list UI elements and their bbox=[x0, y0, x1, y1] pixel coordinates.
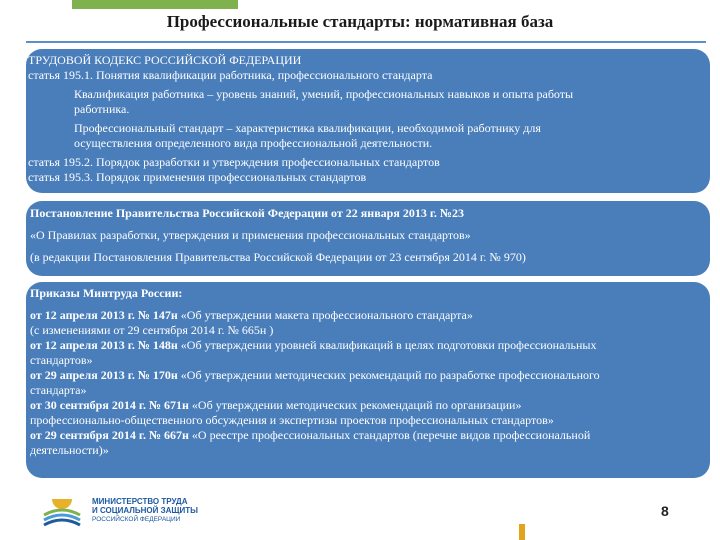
order-170n-text: «Об утверждении методических рекомендаций по разработке профессионального bbox=[177, 368, 600, 382]
order-667n-text: «О реестре профессиональных стандартов (перечне видов профессиональной bbox=[188, 428, 591, 442]
qualification-definition-line1: Квалификация работника – уровень знаний, умений, профессиональных навыков и опыта работы bbox=[74, 87, 574, 101]
labor-code-heading: ТРУДОВОЙ КОДЕКС РОССИЙСКОЙ ФЕДЕРАЦИИ bbox=[28, 53, 302, 67]
ministry-name bbox=[92, 497, 198, 524]
order-147n-text: «Об утверждении макета профессионального стандарта» bbox=[177, 308, 473, 322]
title-underline bbox=[26, 41, 706, 43]
order-148n-text: «Об утверждении уровней квалификаций в целях подготовки профессиональных bbox=[177, 338, 597, 352]
slide-title: Профессиональные стандарты: нормативная база bbox=[166, 12, 554, 31]
standard-definition-line2: осуществления определенного вида профессиональной деятельности. bbox=[74, 136, 433, 150]
orders-heading: Приказы Минтруда России: bbox=[30, 286, 183, 300]
resolution-heading: Постановление Правительства Российской Федерации от 22 января 2013 г. №23 bbox=[30, 206, 464, 220]
order-667n bbox=[30, 428, 702, 443]
order-148n-text-cont: стандартов» bbox=[30, 353, 93, 367]
qualification-definition bbox=[74, 87, 702, 151]
order-148n-ref: от 12 апреля 2013 г. № 148н bbox=[30, 338, 178, 352]
orders-panel bbox=[26, 282, 710, 478]
article-195-2: статья 195.2. Порядок разработки и утверждения профессиональных стандартов bbox=[28, 155, 440, 169]
order-147n-ref: от 12 апреля 2013 г. № 147н bbox=[30, 308, 178, 322]
bottom-accent-bar bbox=[519, 524, 525, 540]
order-170n-text-cont: стандарта» bbox=[30, 383, 87, 397]
order-170n bbox=[30, 368, 702, 383]
resolution-name: «О Правилах разработки, утверждения и применения профессиональных стандартов» bbox=[30, 228, 471, 242]
ministry-name-line2: И СОЦИАЛЬНОЙ ЗАЩИТЫ bbox=[92, 506, 198, 515]
order-671n-text-cont: профессионально-общественного обсуждения и экспертизы проектов профессиональных стандартов» bbox=[30, 413, 554, 427]
resolution-panel bbox=[26, 201, 710, 276]
order-671n-ref: от 30 сентября 2014 г. № 671н bbox=[30, 398, 189, 412]
resolution-edition: (в редакции Постановления Правительства Российской Федерации от 23 сентября 2014 г. № 970) bbox=[30, 250, 526, 264]
article-195-1: статья 195.1. Понятия квалификации работника, профессионального стандарта bbox=[28, 68, 433, 82]
order-148n bbox=[30, 338, 702, 353]
article-195-3: статья 195.3. Порядок применения профессиональных стандартов bbox=[28, 170, 367, 184]
labor-code-panel bbox=[26, 49, 710, 193]
order-671n-text: «Об утверждении методических рекомендаций по организации» bbox=[188, 398, 522, 412]
ministry-name-line1: МИНИСТЕРСТВО ТРУДА bbox=[92, 497, 188, 506]
order-667n-text-cont: деятельности)» bbox=[30, 443, 109, 457]
order-170n-ref: от 29 апреля 2013 г. № 170н bbox=[30, 368, 178, 382]
standard-definition-line1: Профессиональный стандарт – характеристика квалификации, необходимой работнику для bbox=[74, 121, 541, 135]
order-671n bbox=[30, 398, 702, 413]
qualification-definition-line2: работника. bbox=[74, 102, 130, 116]
order-147n bbox=[30, 308, 702, 323]
ministry-logo-icon bbox=[42, 493, 82, 529]
order-147n-note: (с изменениями от 29 сентября 2014 г. № 665н ) bbox=[30, 323, 274, 337]
ministry-name-line3: РОССИЙСКОЙ ФЕДЕРАЦИИ bbox=[92, 516, 181, 523]
page-number: 8 bbox=[661, 503, 669, 519]
top-accent-bar bbox=[72, 0, 238, 9]
order-667n-ref: от 29 сентября 2014 г. № 667н bbox=[30, 428, 189, 442]
